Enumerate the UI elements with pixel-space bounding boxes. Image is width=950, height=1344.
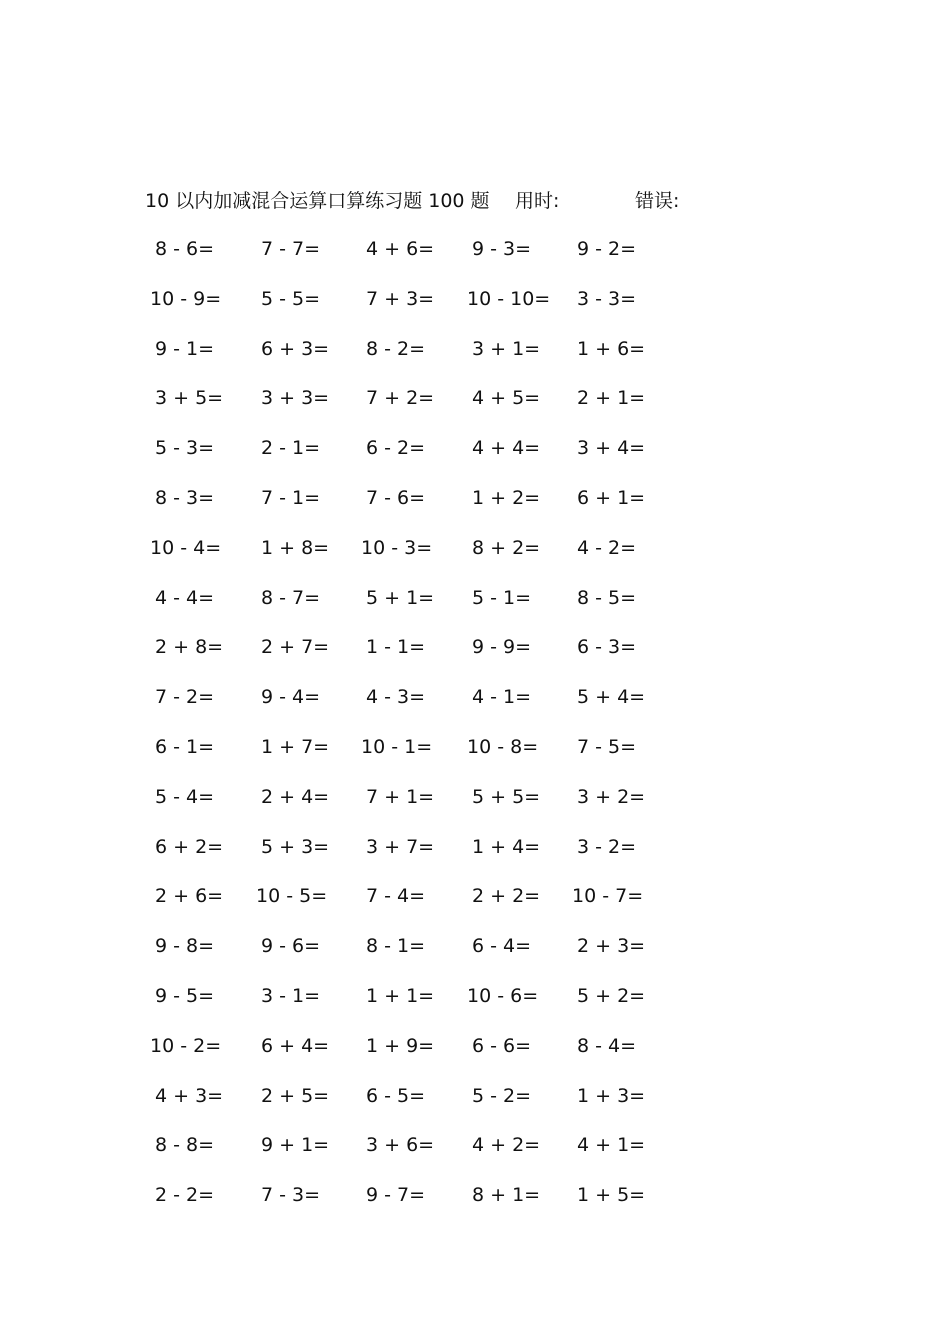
problem-item: 4 + 3= xyxy=(155,1084,224,1107)
problem-item: 2 + 6= xyxy=(155,885,224,908)
problem-item: 4 + 1= xyxy=(577,1134,646,1157)
problem-row xyxy=(0,234,950,264)
problem-item: 9 - 1= xyxy=(155,337,215,360)
problem-item: 7 + 1= xyxy=(366,785,435,808)
problem-item: 4 - 1= xyxy=(472,686,532,709)
problem-item: 10 - 6= xyxy=(467,985,539,1007)
problem-item: 4 + 2= xyxy=(472,1134,541,1157)
problem-row xyxy=(0,632,950,662)
problem-item: 7 - 3= xyxy=(261,1184,321,1207)
problem-row xyxy=(0,583,950,613)
problem-item: 10 - 8= xyxy=(467,736,539,758)
problem-item: 3 + 1= xyxy=(472,337,541,360)
problem-item: 8 - 3= xyxy=(155,487,215,509)
problem-item: 2 + 7= xyxy=(261,636,330,659)
problem-item: 1 + 1= xyxy=(366,985,435,1007)
problem-item: 6 - 3= xyxy=(577,636,637,659)
problem-item: 1 + 5= xyxy=(577,1184,646,1207)
problem-item: 1 + 7= xyxy=(261,736,330,758)
problem-item: 8 - 7= xyxy=(261,586,321,609)
problem-item: 5 - 5= xyxy=(261,287,321,310)
problem-row xyxy=(0,1180,950,1210)
problem-item: 7 - 5= xyxy=(577,736,637,758)
problem-item: 10 - 10= xyxy=(467,287,551,310)
problem-item: 6 + 1= xyxy=(577,487,646,509)
problem-item: 8 + 1= xyxy=(472,1184,541,1207)
problem-item: 4 - 3= xyxy=(366,686,426,709)
problem-item: 8 - 2= xyxy=(366,337,426,360)
problem-item: 7 - 6= xyxy=(366,487,426,509)
problem-row xyxy=(0,832,950,862)
problem-item: 6 - 6= xyxy=(472,1034,532,1057)
problem-item: 10 - 3= xyxy=(361,536,433,559)
problem-item: 10 - 5= xyxy=(256,885,328,908)
problem-row xyxy=(0,1081,950,1111)
problem-item: 9 - 5= xyxy=(155,985,215,1007)
problem-item: 9 - 6= xyxy=(261,935,321,958)
problem-row xyxy=(0,881,950,911)
problem-row xyxy=(0,433,950,463)
problem-item: 9 - 3= xyxy=(472,238,532,260)
worksheet-title: 10 以内加减混合运算口算练习题 100 题 xyxy=(145,190,490,212)
problem-row xyxy=(0,533,950,563)
problem-item: 6 - 1= xyxy=(155,736,215,758)
problem-item: 3 - 3= xyxy=(577,287,637,310)
problem-item: 2 + 5= xyxy=(261,1084,330,1107)
problem-item: 6 + 3= xyxy=(261,337,330,360)
problem-item: 2 + 3= xyxy=(577,935,646,958)
problem-row xyxy=(0,284,950,314)
problem-item: 3 + 5= xyxy=(155,387,224,410)
problem-item: 2 - 1= xyxy=(261,437,321,460)
problem-item: 10 - 7= xyxy=(572,885,644,908)
time-used-label: 用时: xyxy=(515,190,560,212)
problem-item: 9 - 2= xyxy=(577,238,637,260)
problem-item: 7 - 1= xyxy=(261,487,321,509)
problem-item: 5 - 4= xyxy=(155,785,215,808)
problem-item: 9 - 4= xyxy=(261,686,321,709)
problem-row xyxy=(0,1031,950,1061)
problem-item: 4 + 5= xyxy=(472,387,541,410)
problem-item: 4 - 4= xyxy=(155,586,215,609)
problem-item: 10 - 1= xyxy=(361,736,433,758)
problem-item: 6 - 2= xyxy=(366,437,426,460)
problem-item: 5 + 5= xyxy=(472,785,541,808)
problem-item: 5 + 3= xyxy=(261,835,330,858)
problem-item: 8 - 8= xyxy=(155,1134,215,1157)
problem-item: 5 - 2= xyxy=(472,1084,532,1107)
problem-item: 5 + 2= xyxy=(577,985,646,1007)
problem-row xyxy=(0,483,950,513)
problem-item: 1 + 2= xyxy=(472,487,541,509)
problem-item: 9 + 1= xyxy=(261,1134,330,1157)
problem-item: 2 + 1= xyxy=(577,387,646,410)
errors-label: 错误: xyxy=(635,190,680,212)
problem-item: 2 + 4= xyxy=(261,785,330,808)
problem-item: 5 + 1= xyxy=(366,586,435,609)
problem-item: 3 + 3= xyxy=(261,387,330,410)
problem-row xyxy=(0,383,950,413)
problem-item: 1 + 4= xyxy=(472,835,541,858)
problem-item: 5 + 4= xyxy=(577,686,646,709)
problem-item: 10 - 4= xyxy=(150,536,222,559)
problem-item: 7 - 4= xyxy=(366,885,426,908)
problem-item: 3 - 1= xyxy=(261,985,321,1007)
problem-item: 4 + 6= xyxy=(366,238,435,260)
problem-item: 7 - 2= xyxy=(155,686,215,709)
problem-item: 5 - 3= xyxy=(155,437,215,460)
problem-item: 6 + 4= xyxy=(261,1034,330,1057)
problem-item: 8 - 4= xyxy=(577,1034,637,1057)
problem-item: 10 - 9= xyxy=(150,287,222,310)
problem-item: 3 + 4= xyxy=(577,437,646,460)
problem-item: 6 - 5= xyxy=(366,1084,426,1107)
problem-item: 4 + 4= xyxy=(472,437,541,460)
problem-item: 2 + 2= xyxy=(472,885,541,908)
problem-item: 3 - 2= xyxy=(577,835,637,858)
problem-item: 2 + 8= xyxy=(155,636,224,659)
problem-row xyxy=(0,334,950,364)
problem-item: 7 + 3= xyxy=(366,287,435,310)
problem-item: 9 - 8= xyxy=(155,935,215,958)
problem-item: 9 - 7= xyxy=(366,1184,426,1207)
problem-item: 3 + 2= xyxy=(577,785,646,808)
problem-item: 9 - 9= xyxy=(472,636,532,659)
problem-item: 1 - 1= xyxy=(366,636,426,659)
problem-row xyxy=(0,931,950,961)
problem-row xyxy=(0,732,950,762)
problem-item: 1 + 3= xyxy=(577,1084,646,1107)
problem-item: 6 - 4= xyxy=(472,935,532,958)
problem-item: 1 + 9= xyxy=(366,1034,435,1057)
problem-item: 6 + 2= xyxy=(155,835,224,858)
problem-item: 5 - 1= xyxy=(472,586,532,609)
problem-item: 1 + 8= xyxy=(261,536,330,559)
problem-item: 10 - 2= xyxy=(150,1034,222,1057)
problem-item: 8 - 5= xyxy=(577,586,637,609)
problem-item: 7 - 7= xyxy=(261,238,321,260)
problem-row xyxy=(0,682,950,712)
problem-item: 3 + 6= xyxy=(366,1134,435,1157)
problem-item: 7 + 2= xyxy=(366,387,435,410)
problem-item: 1 + 6= xyxy=(577,337,646,360)
problem-row xyxy=(0,1130,950,1160)
problem-item: 8 - 1= xyxy=(366,935,426,958)
problem-item: 8 + 2= xyxy=(472,536,541,559)
problem-row xyxy=(0,782,950,812)
problem-row xyxy=(0,981,950,1011)
problem-item: 4 - 2= xyxy=(577,536,637,559)
problem-item: 2 - 2= xyxy=(155,1184,215,1207)
problem-item: 8 - 6= xyxy=(155,238,215,260)
problem-item: 3 + 7= xyxy=(366,835,435,858)
